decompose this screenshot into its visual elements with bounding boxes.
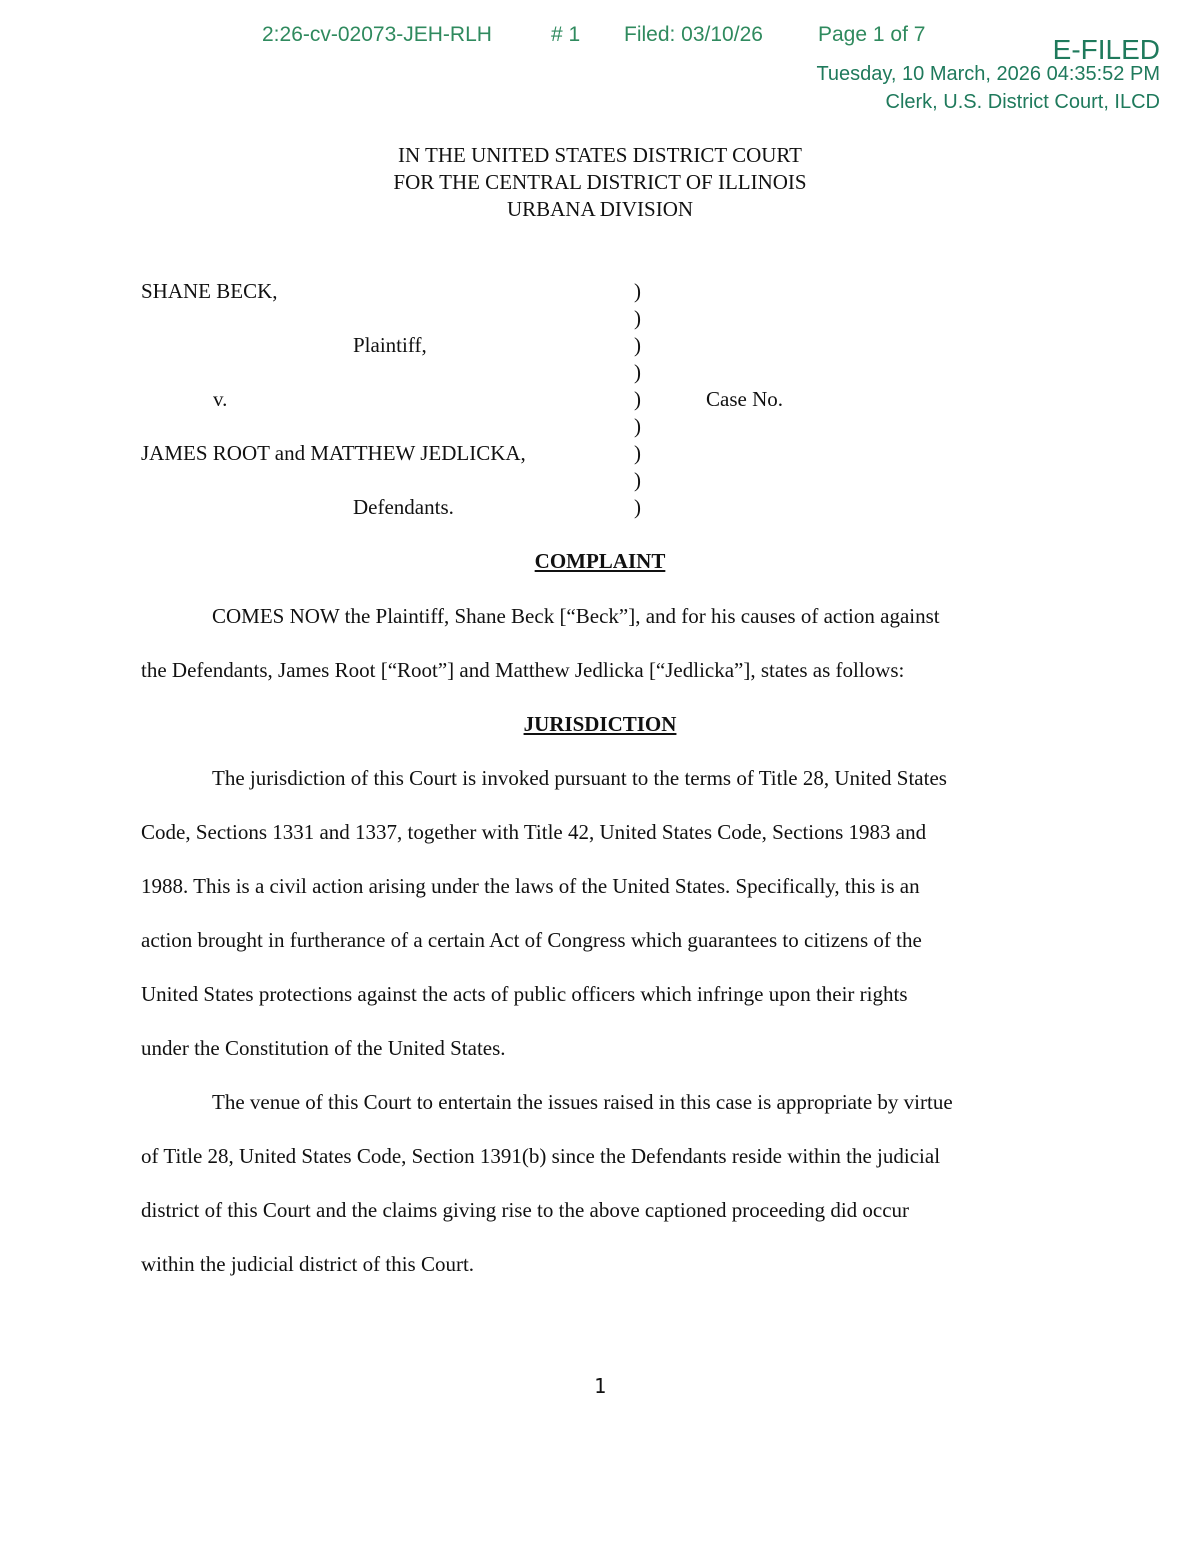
efiled-clerk: Clerk, U.S. District Court, ILCD [885, 91, 1160, 113]
text-line: within the judicial district of this Court. [141, 1252, 475, 1276]
text-line: the Defendants, James Root [“Root”] and Matthew Jedlicka [“Jedlicka”], states as follows: [141, 658, 905, 682]
caption-paren: ) [634, 306, 641, 330]
caption-paren: ) [634, 441, 641, 465]
court-line-1: IN THE UNITED STATES DISTRICT COURT [397, 143, 803, 167]
defendants-names: JAMES ROOT and MATTHEW JEDLICKA, [141, 441, 526, 465]
caption-paren: ) [634, 333, 641, 357]
caption-paren: ) [634, 414, 641, 438]
text-line: United States protections against the acts of public officers which infringe upon their rights [141, 982, 908, 1006]
plaintiff-label: Plaintiff, [353, 333, 427, 357]
caption-paren: ) [634, 495, 641, 519]
plaintiff-name: SHANE BECK, [141, 279, 278, 303]
document-title: COMPLAINT [534, 549, 666, 573]
caption-paren: ) [634, 279, 641, 303]
court-line-3: URBANA DIVISION [506, 197, 694, 221]
filed-date: Filed: 03/10/26 [624, 23, 763, 46]
text-line: Code, Sections 1331 and 1337, together with Title 42, United States Code, Sections 1983 and [141, 820, 927, 844]
caption-paren: ) [634, 387, 641, 411]
defendants-label: Defendants. [353, 495, 454, 519]
text-line: action brought in furtherance of a certain Act of Congress which guarantees to citizens of the [141, 928, 922, 952]
text-line: The venue of this Court to entertain the issues raised in this case is appropriate by virtue [212, 1090, 953, 1114]
document-number: # 1 [551, 23, 581, 46]
caption-paren: ) [634, 360, 641, 384]
case-number-label: Case No. [706, 387, 783, 411]
text-line: under the Constitution of the United States. [141, 1036, 506, 1060]
text-line: The jurisdiction of this Court is invoked pursuant to the terms of Title 28, United States [212, 766, 947, 790]
case-number: 2:26-cv-02073-JEH-RLH [262, 23, 492, 46]
versus: v. [213, 387, 228, 411]
jurisdiction-heading: JURISDICTION [523, 712, 677, 736]
text-line: of Title 28, United States Code, Section 1391(b) since the Defendants reside within the judicial [141, 1144, 941, 1168]
text-line: COMES NOW the Plaintiff, Shane Beck [“Beck”], and for his causes of action against [212, 604, 940, 628]
efiled-datetime: Tuesday, 10 March, 2026 04:35:52 PM [816, 63, 1160, 85]
caption-paren: ) [634, 468, 641, 492]
text-line: district of this Court and the claims giving rise to the above captioned proceeding did occur [141, 1198, 910, 1222]
page-number: 1 [593, 1374, 607, 1398]
page-indicator: Page 1 of 7 [818, 23, 926, 46]
court-line-2: FOR THE CENTRAL DISTRICT OF ILLINOIS [393, 170, 807, 194]
efiled-title: E-FILED [1052, 34, 1160, 65]
text-line: 1988. This is a civil action arising under the laws of the United States. Specifically, this is an [141, 874, 920, 898]
